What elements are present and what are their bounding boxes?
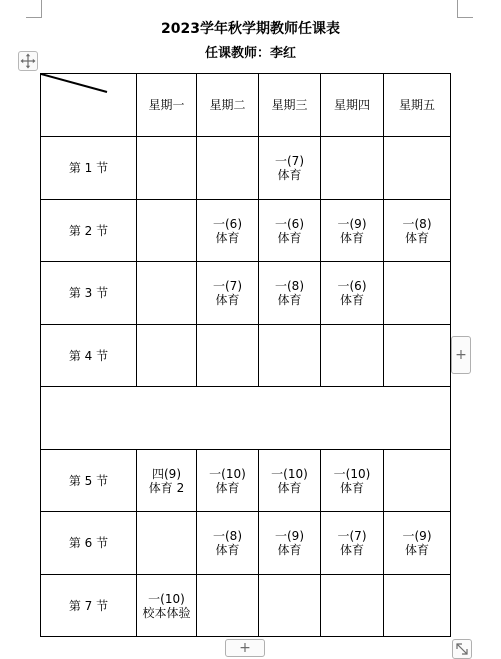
crop-mark-top-right — [457, 0, 473, 18]
class-cell[interactable] — [197, 262, 259, 325]
table-move-handle[interactable] — [18, 51, 38, 71]
resize-icon — [453, 640, 471, 658]
subject-name: 体育 — [404, 543, 429, 557]
period-row — [41, 262, 451, 325]
class-name: 一(10) — [333, 466, 371, 481]
subject-name: 体育 — [215, 293, 240, 307]
class-name: 一(10) — [148, 591, 185, 606]
class-name: 一(10) — [271, 466, 308, 481]
crop-mark-top-left — [26, 0, 42, 18]
corner-header-cell[interactable] — [41, 74, 137, 137]
class-name: 一(7) — [337, 529, 367, 543]
class-cell[interactable] — [384, 575, 451, 637]
day-header-cell[interactable]: 星期五 — [384, 74, 451, 137]
subject-name: 体育 — [339, 480, 364, 495]
class-cell[interactable] — [137, 512, 197, 575]
subject-name: 体育 — [339, 293, 364, 307]
class-cell[interactable] — [321, 137, 384, 200]
class-cell[interactable] — [321, 262, 384, 325]
class-cell[interactable] — [259, 512, 321, 575]
period-row — [41, 575, 451, 637]
class-cell[interactable] — [259, 450, 321, 512]
class-cell[interactable] — [197, 137, 259, 200]
subject-name: 体育 — [277, 230, 302, 245]
day-header-cell[interactable]: 星期一 — [137, 74, 197, 137]
class-name: 一(7) — [213, 279, 242, 293]
subject-name: 体育 — [339, 230, 364, 245]
class-cell[interactable] — [137, 200, 197, 262]
subject-name: 体育 — [215, 480, 240, 495]
subject-name: 体育 — [277, 480, 302, 495]
class-cell[interactable] — [321, 200, 384, 262]
class-cell[interactable] — [197, 575, 259, 637]
class-cell[interactable] — [259, 325, 321, 387]
period-row — [41, 512, 451, 575]
class-cell[interactable] — [384, 325, 451, 387]
class-cell[interactable] — [137, 325, 197, 387]
table-resize-handle[interactable] — [452, 639, 472, 659]
class-cell[interactable] — [197, 512, 259, 575]
class-name: 一(7) — [275, 154, 304, 168]
day-header-cell[interactable]: 星期四 — [321, 74, 384, 137]
day-header-cell[interactable]: 星期二 — [197, 74, 259, 137]
schedule-table — [40, 73, 451, 637]
class-cell[interactable] — [321, 450, 384, 512]
break-cell[interactable] — [41, 387, 451, 450]
subject-name: 体育 — [215, 543, 240, 557]
header-row — [41, 74, 451, 137]
subject-name: 体育 — [277, 168, 302, 182]
period-label-cell[interactable]: 第 1 节 — [41, 137, 137, 200]
class-cell[interactable] — [321, 512, 384, 575]
period-row — [41, 450, 451, 512]
class-cell[interactable] — [197, 200, 259, 262]
day-header-cell[interactable]: 星期三 — [259, 74, 321, 137]
add-column-button[interactable]: + — [451, 336, 471, 374]
class-cell[interactable] — [384, 450, 451, 512]
period-label-cell[interactable]: 第 6 节 — [41, 512, 137, 575]
lunch-break-row — [41, 387, 451, 450]
class-name: 一(6) — [337, 279, 367, 293]
document-subtitle: 任课教师：李红 — [204, 46, 296, 61]
period-label-cell[interactable]: 第 3 节 — [41, 262, 137, 325]
move-icon — [19, 52, 37, 70]
subject-name: 校本体验 — [142, 605, 191, 620]
period-row — [41, 325, 451, 387]
class-cell[interactable] — [321, 325, 384, 387]
class-cell[interactable] — [259, 575, 321, 637]
class-name: 一(9) — [275, 529, 304, 543]
class-cell[interactable] — [137, 262, 197, 325]
class-cell[interactable] — [384, 512, 451, 575]
class-cell[interactable] — [384, 200, 451, 262]
class-name: 一(8) — [213, 529, 242, 543]
class-name: 一(8) — [275, 279, 304, 293]
class-cell[interactable] — [384, 137, 451, 200]
class-name: 一(8) — [402, 216, 432, 231]
class-name: 一(9) — [402, 529, 432, 543]
period-row — [41, 200, 451, 262]
class-name: 一(6) — [275, 216, 304, 231]
class-cell[interactable] — [384, 262, 451, 325]
period-label-cell[interactable]: 第 7 节 — [41, 575, 137, 637]
class-name: 一(10) — [209, 466, 246, 481]
class-name: 四(9) — [152, 466, 181, 481]
subject-name: 体育 — [215, 230, 240, 245]
subject-name: 体育 — [339, 543, 364, 557]
class-cell[interactable] — [259, 262, 321, 325]
subject-name: 体育 2 — [148, 480, 185, 495]
diagonal-line — [41, 74, 137, 137]
class-cell[interactable] — [137, 575, 197, 637]
class-cell[interactable] — [137, 137, 197, 200]
period-label-cell[interactable]: 第 5 节 — [41, 450, 137, 512]
class-cell[interactable] — [321, 575, 384, 637]
class-cell[interactable] — [259, 200, 321, 262]
subject-name: 体育 — [404, 230, 429, 245]
class-cell[interactable] — [137, 450, 197, 512]
subject-name: 体育 — [277, 293, 302, 307]
class-name: 一(9) — [337, 216, 367, 231]
period-row — [41, 137, 451, 200]
class-cell[interactable] — [197, 325, 259, 387]
period-label-cell[interactable]: 第 4 节 — [41, 325, 137, 387]
class-cell[interactable] — [197, 450, 259, 512]
document-title: 2023学年秋学期教师任课表 — [161, 21, 340, 37]
class-name: 一(6) — [213, 216, 242, 231]
subject-name: 体育 — [277, 543, 302, 557]
add-row-button[interactable]: + — [225, 639, 265, 657]
period-label-cell[interactable]: 第 2 节 — [41, 200, 137, 262]
class-cell[interactable] — [259, 137, 321, 200]
